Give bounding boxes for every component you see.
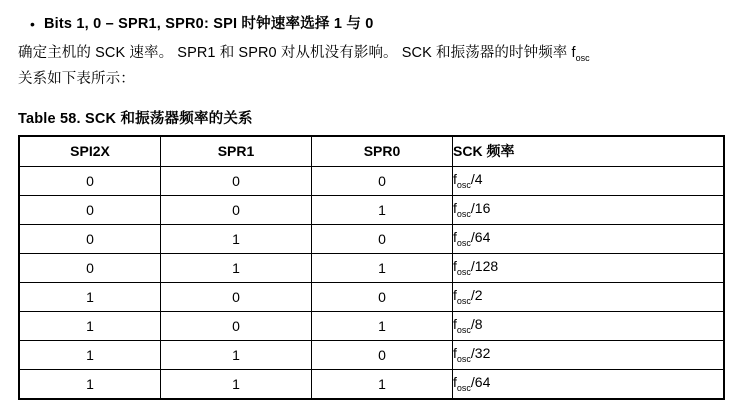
freq-subscript: osc xyxy=(456,354,471,365)
freq-divisor: /128 xyxy=(470,258,499,275)
freq-divisor: /16 xyxy=(470,200,491,217)
body-paragraph xyxy=(18,43,740,90)
table-row xyxy=(19,282,724,311)
table-header xyxy=(19,136,724,167)
cell-sck-frequency xyxy=(453,311,725,340)
cell-sck-frequency xyxy=(453,253,725,282)
cell-spi2x: 1 xyxy=(19,282,161,311)
cell-spr1: 1 xyxy=(161,224,312,253)
freq-base: f xyxy=(453,229,457,246)
freq-base: f xyxy=(453,171,457,188)
table-header-spr1: SPR1 xyxy=(161,136,312,167)
cell-spr1: 1 xyxy=(161,369,312,399)
cell-sck-frequency xyxy=(453,282,725,311)
freq-divisor: /32 xyxy=(470,345,491,362)
cell-spi2x: 1 xyxy=(19,311,161,340)
bullet-heading-text: Bits 1, 0 – SPR1, SPR0: SPI 时钟速率选择 1 与 0 xyxy=(44,16,374,32)
cell-spr0: 0 xyxy=(312,340,453,369)
cell-spr0: 1 xyxy=(312,311,453,340)
paragraph-line-2: 关系如下表所示： xyxy=(18,70,135,87)
cell-spr0: 1 xyxy=(312,253,453,282)
table-header-spr0: SPR0 xyxy=(312,136,453,167)
freq-subscript: osc xyxy=(456,296,471,307)
cell-sck-frequency xyxy=(453,369,725,399)
table-header-sck-frequency: SCK 频率 xyxy=(453,136,725,167)
freq-base: f xyxy=(453,287,457,304)
cell-spi2x: 0 xyxy=(19,166,161,195)
table-header-spi2x: SPI2X xyxy=(19,136,161,167)
table-caption xyxy=(18,107,740,128)
bullet-icon: • xyxy=(30,16,35,32)
table-row xyxy=(19,195,724,224)
table-row xyxy=(19,253,724,282)
cell-spr1: 0 xyxy=(161,282,312,311)
cell-spi2x: 0 xyxy=(19,224,161,253)
cell-spi2x: 0 xyxy=(19,253,161,282)
cell-sck-frequency xyxy=(453,166,725,195)
cell-sck-frequency xyxy=(453,195,725,224)
table-caption-label: Table 58. xyxy=(18,110,81,127)
freq-divisor: /8 xyxy=(470,316,483,333)
cell-spi2x: 0 xyxy=(19,195,161,224)
table-caption-title: SCK 和振荡器频率的关系 xyxy=(85,110,253,127)
cell-sck-frequency xyxy=(453,340,725,369)
freq-subscript: osc xyxy=(456,267,471,278)
table-row xyxy=(19,166,724,195)
cell-spr1: 0 xyxy=(161,195,312,224)
sck-frequency-table xyxy=(18,135,725,400)
cell-spr0: 0 xyxy=(312,282,453,311)
cell-spi2x: 1 xyxy=(19,340,161,369)
freq-divisor: /64 xyxy=(470,374,491,391)
paragraph-line-1: 确定主机的 SCK 速率。 SPR1 和 SPR0 对从机没有影响。 SCK 和振荡器的时钟频率 f xyxy=(18,45,576,61)
freq-divisor: /64 xyxy=(470,229,491,246)
freq-subscript: osc xyxy=(456,209,471,220)
cell-spr0: 1 xyxy=(312,195,453,224)
cell-sck-frequency xyxy=(453,224,725,253)
cell-spr0: 1 xyxy=(312,369,453,399)
freq-base: f xyxy=(453,345,457,362)
cell-spr1: 1 xyxy=(161,340,312,369)
table-row xyxy=(19,340,724,369)
freq-divisor: /2 xyxy=(470,287,483,304)
freq-divisor: /4 xyxy=(470,171,483,188)
freq-base: f xyxy=(453,374,457,391)
table-row xyxy=(19,224,724,253)
table-header-row xyxy=(19,136,724,167)
bullet-heading xyxy=(30,14,740,34)
cell-spr0: 0 xyxy=(312,224,453,253)
freq-subscript: osc xyxy=(456,180,471,191)
freq-subscript: osc xyxy=(456,383,471,394)
table-row xyxy=(19,369,724,399)
freq-subscript: osc xyxy=(456,325,471,336)
freq-subscript: osc xyxy=(456,238,471,249)
cell-spi2x: 1 xyxy=(19,369,161,399)
cell-spr1: 1 xyxy=(161,253,312,282)
paragraph-subscript-osc: osc xyxy=(575,52,590,63)
cell-spr1: 0 xyxy=(161,311,312,340)
freq-base: f xyxy=(453,200,457,217)
table-row xyxy=(19,311,724,340)
freq-base: f xyxy=(453,258,457,275)
table-body xyxy=(19,166,724,399)
cell-spr1: 0 xyxy=(161,166,312,195)
cell-spr0: 0 xyxy=(312,166,453,195)
freq-base: f xyxy=(453,316,457,333)
